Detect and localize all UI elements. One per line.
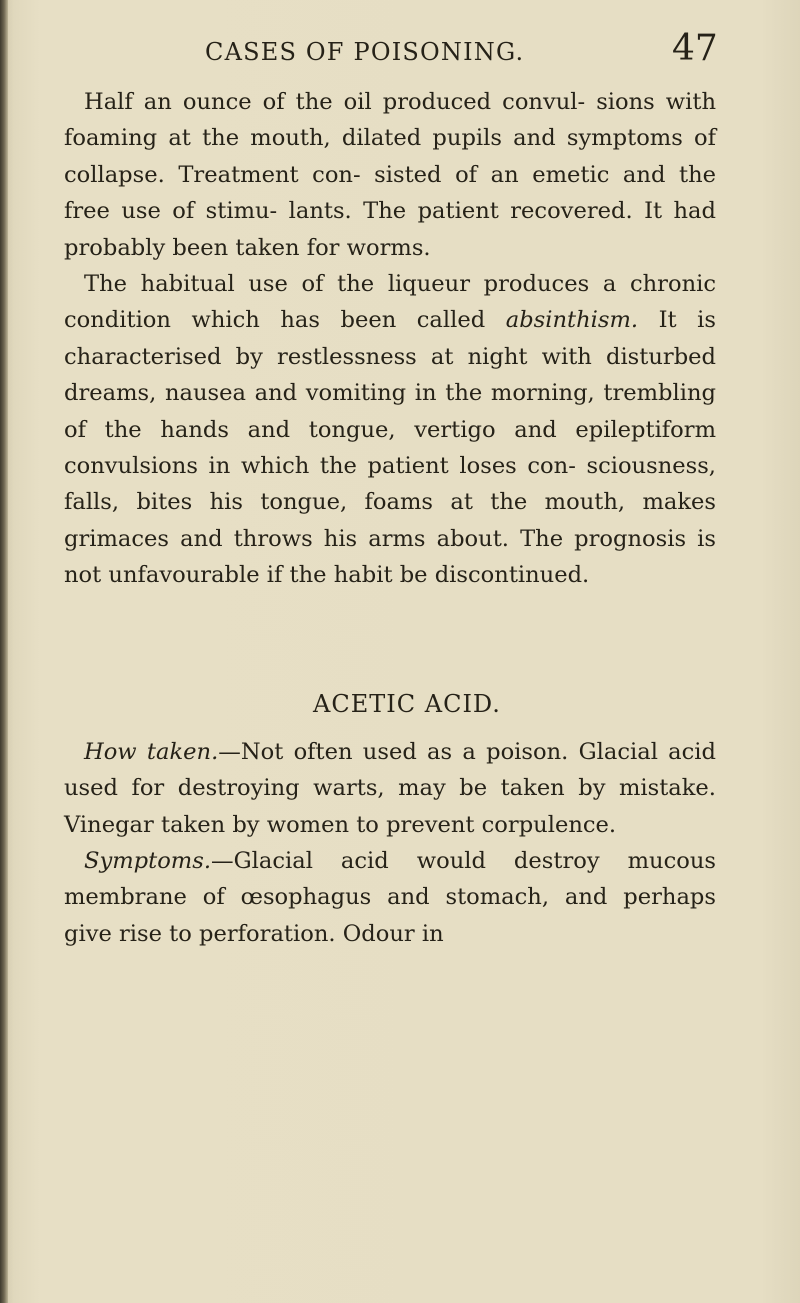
- paragraph-absinthism: [64, 266, 716, 594]
- running-head: [0, 28, 800, 78]
- term-absinthism: absinthism.: [505, 307, 639, 334]
- how-taken-label: How taken.: [84, 738, 219, 765]
- paragraph-oil-case-text: Half an ounce of the oil produced convul- sions with foaming at the mouth, dilated pupils and symptoms of collapse. Treatment con- sisted of an emetic and the free use of stimu- lants. The patient recovered. It had probably been taken for worms.: [64, 89, 716, 261]
- paragraph-absinthism-start: The habitual use of the liqueur produces a chronic condition which has been called: [64, 271, 716, 334]
- symptoms-text: —Glacial acid would destroy mucous membrane of œsophagus and stomach, and perhaps give rise to perforation. Odour in: [64, 847, 716, 947]
- paragraph-oil-case: [64, 84, 716, 266]
- section-spacer: [64, 594, 716, 690]
- symptoms-label: Symptoms.: [84, 847, 212, 874]
- heading-spacer: [64, 718, 716, 734]
- page-spine-shadow: [0, 0, 8, 1303]
- section-heading: ACETIC ACID.: [313, 689, 501, 718]
- body-text: [64, 84, 716, 952]
- page-number: 47: [672, 28, 718, 69]
- paragraph-how-taken: [64, 734, 716, 843]
- how-taken-text: —Not often used as a poison. Glacial acid used for destroying warts, may be taken by mistake. Vinegar taken by women to prevent corpulence.: [64, 738, 716, 838]
- paragraph-absinthism-rest: It is characterised by restlessness at night with disturbed dreams, nausea and vomiting in the morning, trembling of the hands and tongue, vertigo and epileptiform convulsions in which the patient loses con- sciousness, falls, bites his tongue, foams at the mouth, makes grimaces and throws his arms about. The prognosis is not unfavourable if the habit be discontinued.: [64, 307, 716, 589]
- paragraph-symptoms: [64, 843, 716, 952]
- running-title: CASES OF POISONING.: [205, 38, 525, 66]
